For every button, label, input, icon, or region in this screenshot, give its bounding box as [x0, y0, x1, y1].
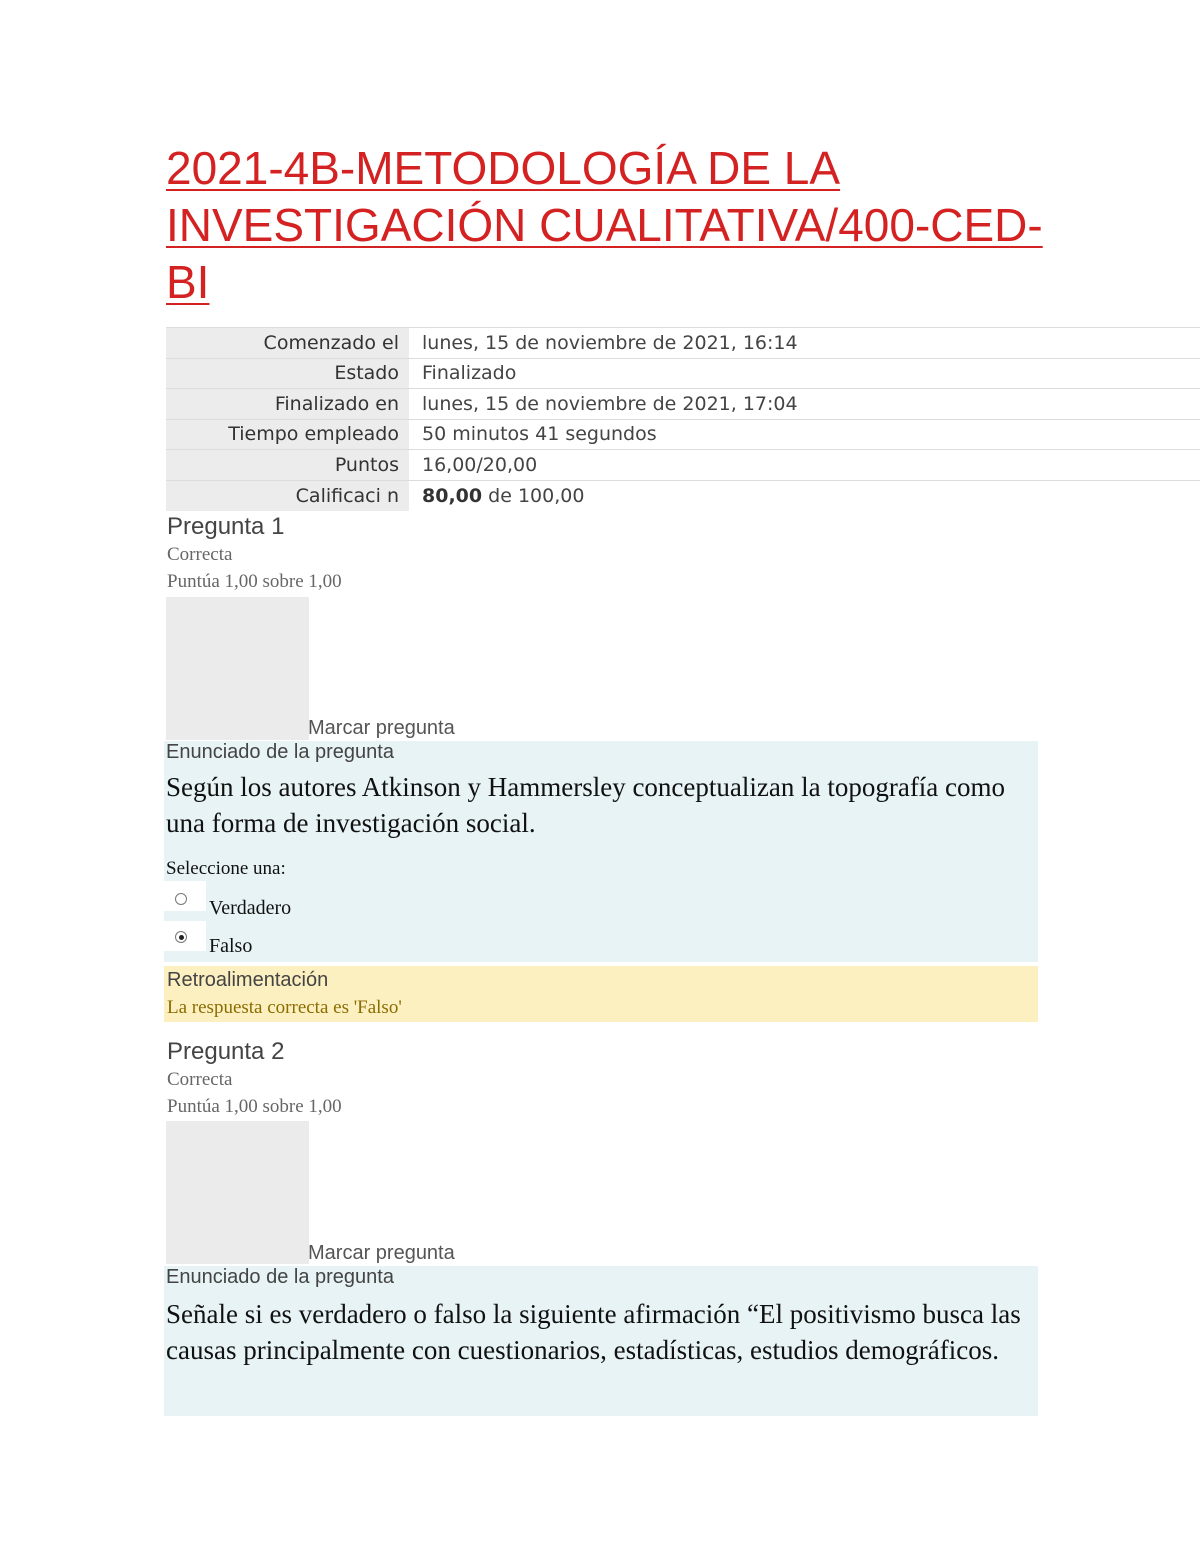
answer-prompt: Seleccione una: — [166, 858, 286, 879]
summary-row-grade — [166, 480, 1200, 511]
radio-unchecked-icon[interactable] — [175, 893, 187, 905]
summary-row-points — [166, 450, 1200, 481]
question-text: Según los autores Atkinson y Hammersley conceptualizan la topografía como una forma de investigación social. — [166, 772, 1006, 838]
summary-value: Finalizado — [409, 358, 1200, 389]
question-1-info — [167, 513, 342, 595]
summary-label: Finalizado en — [166, 389, 409, 420]
question-state: Correcta — [167, 544, 233, 565]
question-grade: Puntúa 1,00 sobre 1,00 — [167, 1096, 342, 1117]
summary-label: Comenzado el — [166, 328, 409, 359]
page-title: 2021-4B-METODOLOGÍA DE LA INVESTIGACIÓN CUALITATIVA/400-CED-BI — [166, 142, 1043, 308]
summary-label: Calificaci n — [166, 480, 409, 511]
flag-icon[interactable] — [166, 597, 309, 740]
summary-row-finished — [166, 389, 1200, 420]
attempt-summary-table — [166, 327, 1200, 511]
question-number: Pregunta 1 — [167, 513, 285, 540]
statement-label: Enunciado de la pregunta — [166, 1266, 394, 1288]
summary-label: Tiempo empleado — [166, 419, 409, 450]
question-number: Pregunta 2 — [167, 1038, 285, 1065]
grade-value: 80,00 — [422, 484, 483, 507]
summary-value: 16,00/20,00 — [409, 450, 1200, 481]
option-label: Verdadero — [209, 897, 292, 919]
summary-label: Estado — [166, 358, 409, 389]
question-grade: Puntúa 1,00 sobre 1,00 — [167, 571, 342, 592]
flag-question-link[interactable]: Marcar pregunta — [308, 717, 455, 739]
summary-value: lunes, 15 de noviembre de 2021, 17:04 — [409, 389, 1200, 420]
question-state: Correcta — [167, 1069, 233, 1090]
question-2-info — [167, 1038, 342, 1120]
summary-value: lunes, 15 de noviembre de 2021, 16:14 — [409, 328, 1200, 359]
feedback-text: La respuesta correcta es 'Falso' — [167, 997, 402, 1018]
summary-row-time-taken — [166, 419, 1200, 450]
question-2-content — [164, 1266, 1038, 1416]
feedback-label: Retroalimentación — [167, 969, 329, 991]
feedback-box — [164, 966, 1038, 1022]
flag-icon[interactable] — [166, 1121, 309, 1264]
question-1-content — [164, 741, 1038, 962]
summary-value: 50 minutos 41 segundos — [409, 419, 1200, 450]
question-text: Señale si es verdadero o falso la siguiente afirmación “El positivismo busca las causas principalmente con cuestionarios, estadísticas, estudios demográficos. — [166, 1299, 1021, 1365]
flag-question-link[interactable]: Marcar pregunta — [308, 1242, 455, 1264]
statement-label: Enunciado de la pregunta — [166, 741, 394, 763]
grade-total: de 100,00 — [482, 484, 585, 507]
summary-row-started — [166, 328, 1200, 359]
radio-checked-icon[interactable] — [175, 931, 187, 943]
summary-row-state — [166, 358, 1200, 389]
option-label: Falso — [209, 935, 253, 957]
summary-value — [409, 480, 1200, 511]
summary-label: Puntos — [166, 450, 409, 481]
